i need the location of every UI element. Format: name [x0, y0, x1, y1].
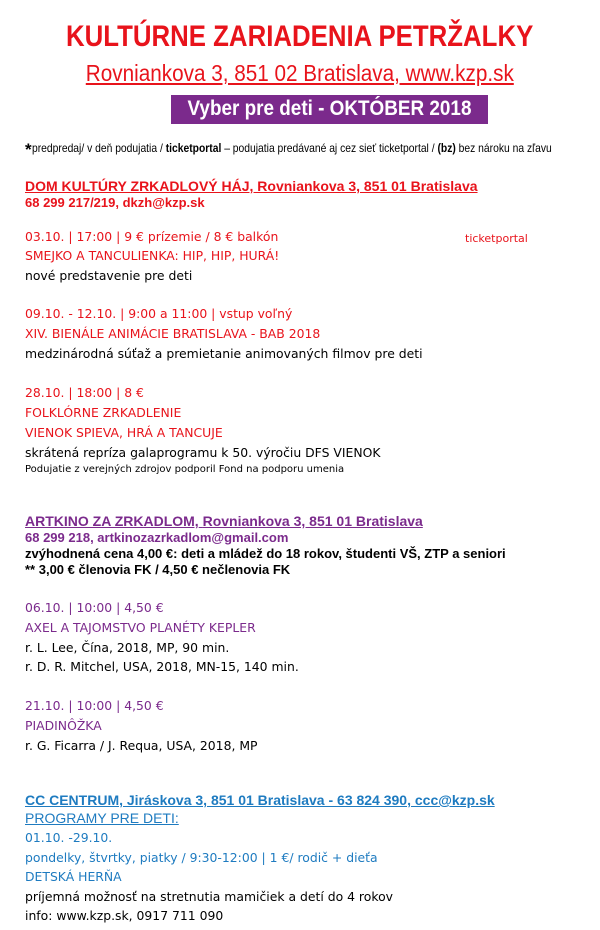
event-subtitle: VIENOK SPIEVA, HRÁ A TANCUJE: [25, 425, 223, 440]
ccc-programs: PROGRAMY PRE DETI:: [25, 810, 179, 826]
event-date: 06.10. | 10:00 | 4,50 €: [25, 600, 164, 615]
artkino-name: ARTKINO ZA ZRKADLOM,: [25, 513, 199, 529]
event-info: r. L. Lee, Čína, 2018, MP, 90 min.: [25, 640, 230, 655]
title-text: KULTÚRNE ZARIADENIA PETRŽALKY: [66, 20, 534, 53]
ccc-info: info: www.kzp.sk, 0917 711 090: [25, 908, 224, 923]
address-text: Rovniankova 3, 851 02 Bratislava, www.kzp.sk: [85, 60, 515, 86]
artkino-members: ** 3,00 € členovia FK / 4,50 € nečlenovia FK: [25, 562, 291, 577]
event-info: r. D. R. Mitchel, USA, 2018, MN-15, 140 min.: [25, 659, 299, 674]
event-title: FOLKLÓRNE ZRKADLENIE: [25, 405, 182, 420]
dkzh-heading: DOM KULTÚRY ZRKADLOVÝ HÁJ, Rovniankova 3, 851 01 Bratislava: [25, 178, 478, 194]
banner-text: Vyber pre deti - OKTÓBER 2018: [187, 97, 472, 120]
event-note: Podujatie z verejných zdrojov podporil Fond na podporu umenia: [25, 464, 345, 475]
legend-star: *: [25, 140, 32, 159]
month-banner: [171, 95, 488, 124]
legend-ticketportal: ticketportal: [165, 141, 221, 155]
artkino-heading: [25, 513, 423, 529]
event-title: AXEL A TAJOMSTVO PLANÉTY KEPLER: [25, 620, 256, 635]
event-title: PIADINÔŽKA: [25, 718, 102, 733]
artkino-address: Rovniankova 3, 851 01 Bratislava: [202, 513, 423, 529]
event-info: r. G. Ficarra / J. Requa, USA, 2018, MP: [25, 738, 258, 753]
artkino-contact: 68 299 218, artkinozazrkadlom@gmail.com: [25, 530, 289, 545]
ccc-title: DETSKÁ HERŇA: [25, 869, 122, 884]
event-desc: skrátená repríza galaprogramu k 50. výročiu DFS VIENOK: [25, 445, 381, 460]
ccc-desc: príjemná možnosť na stretnutia mamičiek a detí do 4 rokov: [25, 889, 393, 904]
page-title: [0, 20, 600, 54]
event-desc: nové predstavenie pre deti: [25, 268, 193, 283]
event-date: 03.10. | 17:00 | 9 € prízemie / 8 € balkón: [25, 229, 279, 244]
event-date: 28.10. | 18:00 | 8 €: [25, 385, 144, 400]
legend-part1: predpredaj/ v deň podujatia /: [31, 141, 166, 155]
artkino-prices: zvýhodnená cena 4,00 €: deti a mládež do 18 rokov, študenti VŠ, ZTP a seniori: [25, 546, 506, 561]
legend-part2: – podujatia predávané aj cez sieť ticketportal /: [220, 141, 438, 155]
ccc-dates: 01.10. -29.10.: [25, 830, 113, 845]
ccc-heading: CC CENTRUM, Jiráskova 3, 851 01 Bratislava - 63 824 390, ccc@kzp.sk: [25, 792, 495, 808]
dkzh-contact: 68 299 217/219, dkzh@kzp.sk: [25, 195, 205, 210]
event-date: 09.10. - 12.10. | 9:00 a 11:00 | vstup voľný: [25, 306, 293, 321]
legend-bz: (bz): [437, 141, 456, 155]
legend: [25, 140, 600, 160]
ccc-schedule: pondelky, štvrtky, piatky / 9:30-12:00 | 1 €/ rodič + dieťa: [25, 850, 378, 865]
event-date: 21.10. | 10:00 | 4,50 €: [25, 698, 164, 713]
event-title: SMEJKO A TANCULIENKA: HIP, HIP, HURÁ!: [25, 248, 280, 263]
ticketportal-tag: ticketportal: [465, 232, 528, 245]
event-title: XIV. BIENÁLE ANIMÁCIE BRATISLAVA - BAB 2018: [25, 326, 321, 341]
legend-part3: bez nároku na zľavu: [455, 141, 552, 155]
header-address-link[interactable]: [0, 60, 600, 87]
event-desc: medzinárodná súťaž a premietanie animovaných filmov pre deti: [25, 346, 423, 361]
